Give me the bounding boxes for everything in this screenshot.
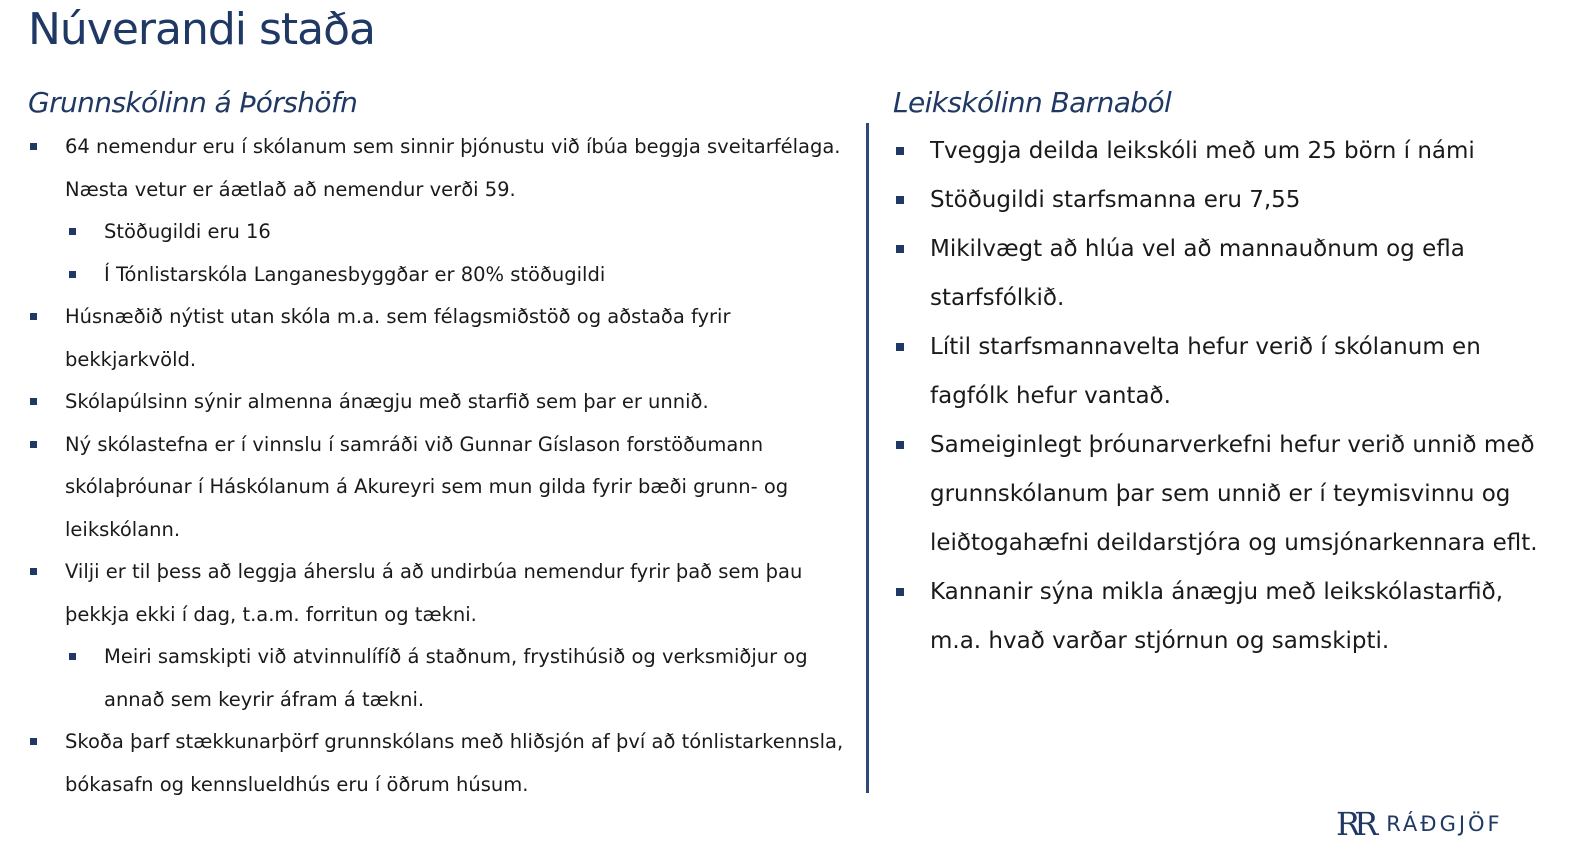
list-item-text: Ný skólastefna er í vinnslu í samráði við Gunnar Gíslason forstöðumann skólaþróunar í Háskólanum á Akureyri sem mun gilda fyrir bæði grunn- og leikskólann. [65, 432, 789, 541]
list-item [893, 225, 1553, 323]
radgjof-logo [1336, 804, 1503, 844]
square-bullet-icon [69, 653, 76, 660]
list-item-text: Kannanir sýna mikla ánægju með leikskólastarfið, m.a. hvað varðar stjórnun og samskipti. [930, 579, 1504, 654]
list-item-text: Lítil starfsmannavelta hefur verið í skólanum en fagfólk hefur vantað. [930, 334, 1481, 409]
list-item [893, 127, 1553, 176]
list-item [28, 381, 848, 424]
square-bullet-icon [30, 441, 37, 448]
square-bullet-icon [896, 245, 904, 253]
list-item [28, 636, 848, 721]
square-bullet-icon [30, 143, 37, 150]
list-item-text: Tveggja deilda leikskóli með um 25 börn í námi [930, 138, 1475, 164]
list-item-text: Stöðugildi eru 16 [104, 220, 271, 243]
square-bullet-icon [30, 313, 37, 320]
list-item-text: Meiri samskipti við atvinnulífíð á staðnum, frystihúsið og verksmiðjur og annað sem keyrir áfram á tækni. [104, 645, 808, 711]
square-bullet-icon [896, 343, 904, 351]
square-bullet-icon [69, 271, 76, 278]
list-item [28, 296, 848, 381]
grunnskoli-bullet-list [28, 126, 848, 806]
square-bullet-icon [896, 588, 904, 596]
square-bullet-icon [30, 568, 37, 575]
list-item-text: Mikilvægt að hlúa vel að mannauðnum og efla starfsfólkið. [930, 236, 1465, 311]
list-item-text: Vilji er til þess að leggja áherslu á að undirbúa nemendur fyrir það sem þau þekkja ekki í dag, t.a.m. forritun og tækni. [65, 560, 803, 626]
square-bullet-icon [30, 738, 37, 745]
page-title: Núverandi staða [28, 4, 376, 55]
square-bullet-icon [30, 398, 37, 405]
list-item-text: Í Tónlistarskóla Langanesbyggðar er 80% stöðugildi [104, 262, 606, 286]
list-item-text: Húsnæðið nýtist utan skóla m.a. sem félagsmiðstöð og aðstaða fyrir bekkjarkvöld. [65, 305, 731, 371]
list-item-text: Skoða þarf stækkunarþörf grunnskólans með hliðsjón af því að tónlistarkennsla, bókasafn og kennslueldhús eru í öðrum húsum. [65, 730, 844, 796]
list-item-text: Stöðugildi starfsmanna eru 7,55 [930, 187, 1301, 213]
right-column-heading: Leikskólinn Barnaból [893, 86, 1172, 119]
list-item [893, 421, 1553, 568]
leikskoli-bullet-list [893, 127, 1553, 666]
list-item-text: Sameiginlegt þróunarverkefni hefur verið unnið með grunnskólanum þar sem unnið er í teymisvinnu og leiðtogahæfni deildarstjóra og umsjónarkennara eflt. [930, 432, 1538, 556]
list-item-text: Skólapúlsinn sýnir almenna ánægju með starfið sem þar er unnið. [65, 390, 709, 413]
square-bullet-icon [896, 196, 904, 204]
list-item [28, 424, 848, 552]
list-item [893, 568, 1553, 666]
square-bullet-icon [69, 228, 76, 235]
list-item [893, 323, 1553, 421]
list-item [893, 176, 1553, 225]
list-item [28, 126, 848, 211]
list-item [28, 211, 848, 254]
list-item-text: 64 nemendur eru í skólanum sem sinnir þjónustu við íbúa beggja sveitarfélaga. Næsta vetur er áætlað að nemendur verði 59. [65, 135, 841, 201]
column-divider [866, 123, 869, 793]
square-bullet-icon [896, 441, 904, 449]
square-bullet-icon [896, 147, 904, 155]
left-column-heading: Grunnskólinn á Þórshöfn [28, 86, 358, 119]
list-item [28, 721, 848, 806]
logo-mark-icon: RR [1336, 805, 1373, 843]
list-item [28, 254, 848, 297]
list-item [28, 551, 848, 636]
logo-text: RÁÐGJÖF [1386, 812, 1503, 836]
